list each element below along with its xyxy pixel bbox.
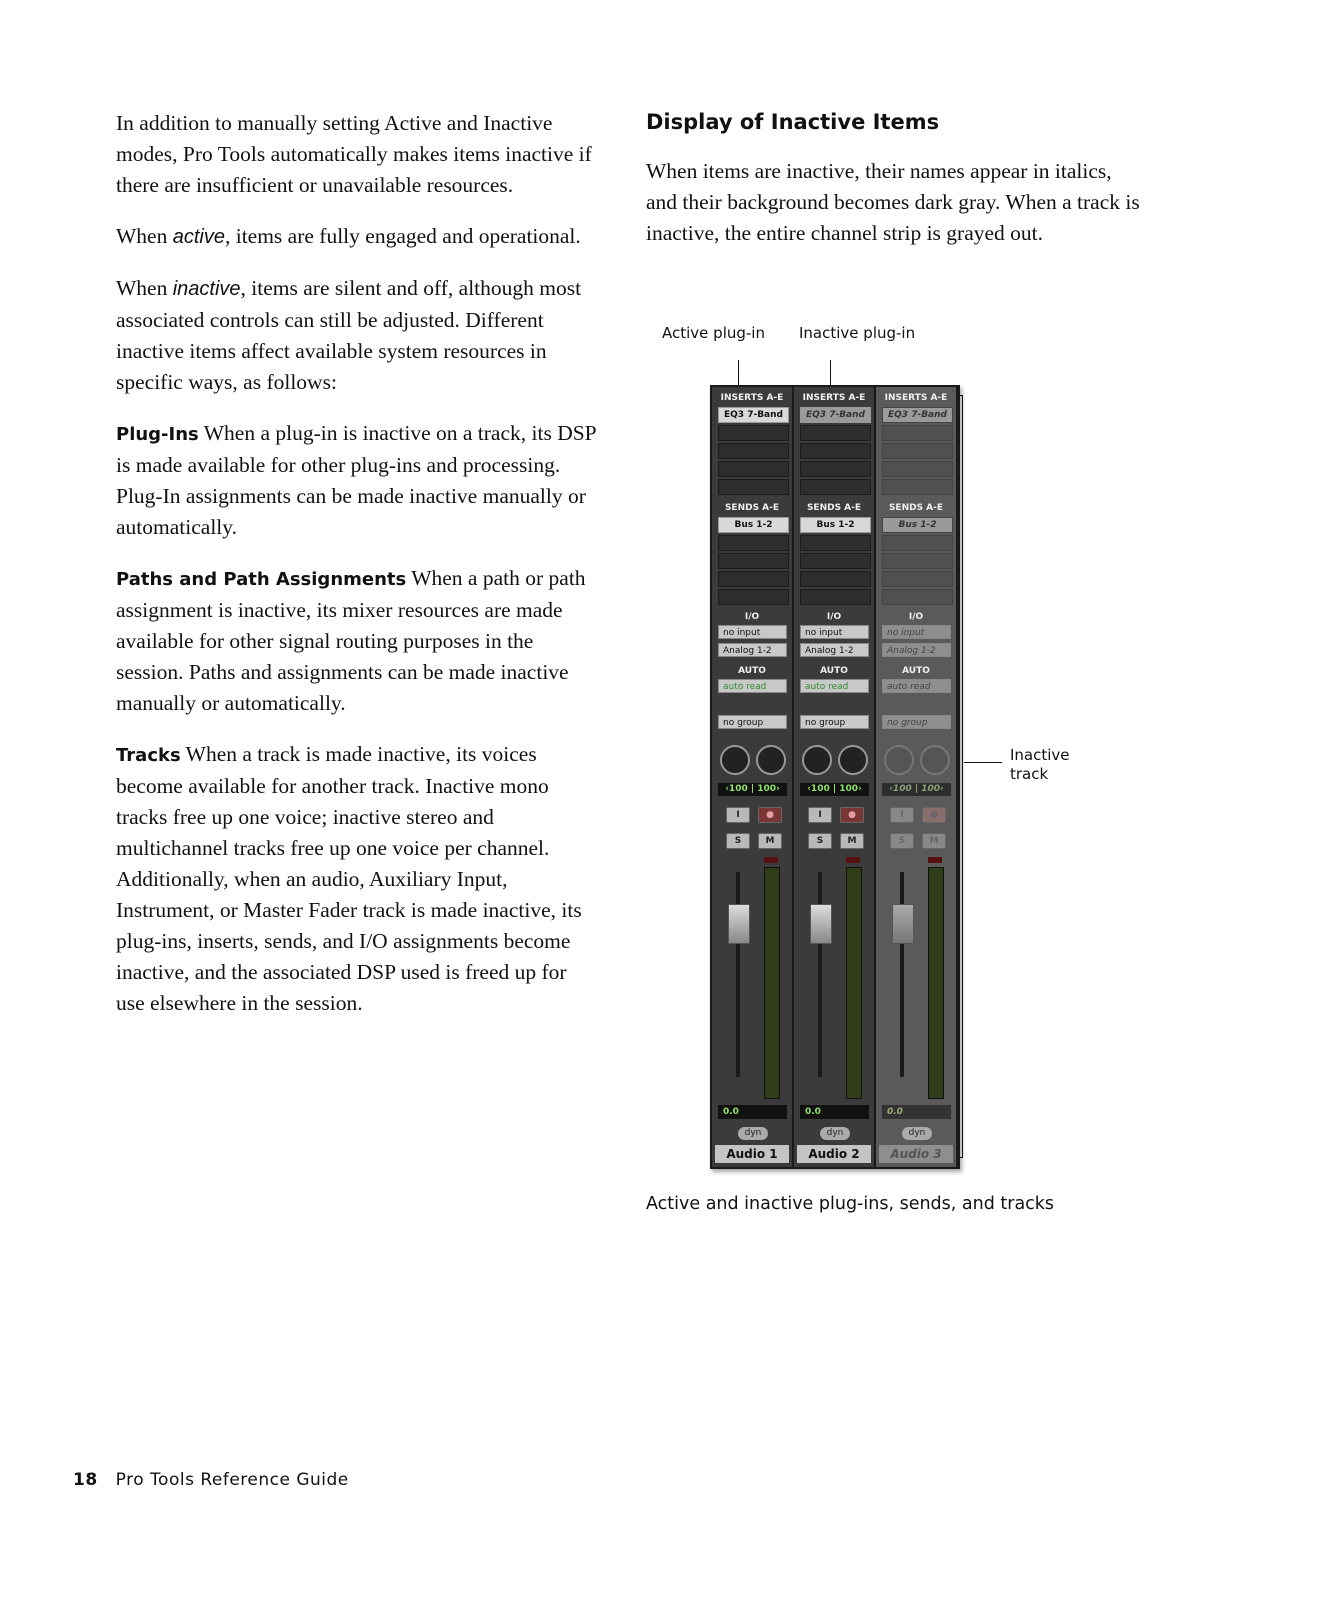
- level-meter: [928, 867, 944, 1099]
- callout-text: track: [1010, 765, 1049, 783]
- solo-button[interactable]: S: [808, 833, 832, 849]
- send-slot-b[interactable]: [882, 535, 953, 551]
- insert-slot-d[interactable]: [800, 461, 871, 477]
- bracket-line: [962, 395, 963, 1157]
- term-plugins: Plug-Ins: [116, 424, 199, 445]
- figure-caption: Active and inactive plug-ins, sends, and tracks: [646, 1194, 1055, 1214]
- automation-selector[interactable]: auto read: [882, 679, 951, 693]
- sends-header: SENDS A-E: [724, 503, 780, 513]
- insert-slot-c[interactable]: [800, 443, 871, 459]
- insert-slot-a-inactive[interactable]: EQ3 7-Band: [800, 407, 871, 423]
- solo-button[interactable]: S: [726, 833, 750, 849]
- inactive-paragraph: [116, 273, 600, 398]
- group-selector[interactable]: no group: [800, 715, 869, 729]
- pan-knob-right[interactable]: [920, 745, 950, 775]
- send-slot-d[interactable]: [800, 571, 871, 587]
- callout-inactive-plugin: Inactive plug-in: [799, 324, 916, 342]
- plugins-paragraph: [116, 418, 600, 543]
- insert-slot-b[interactable]: [718, 425, 789, 441]
- send-slot-b[interactable]: [718, 535, 789, 551]
- sends-header: SENDS A-E: [888, 503, 944, 513]
- term-tracks: Tracks: [116, 745, 181, 766]
- send-slot-d[interactable]: [718, 571, 789, 587]
- text-run: When a track is made inactive, its voices become available for another track. Inactive mono tracks free up one voice; inactive stereo and multichannel tracks free up one voice per channel. Additionally, when an audio, Auxiliary Input, Instrument, or Master Fader track is made inactive, its plug-ins, inserts, sends, and I/O assignments become inactive, and the associated DSP used is freed up for use elsewhere in the session.: [116, 742, 582, 1015]
- pan-knob-right[interactable]: [756, 745, 786, 775]
- input-monitor-button[interactable]: I: [808, 807, 832, 823]
- volume-readout: 0.0: [718, 1105, 787, 1119]
- send-slot-b[interactable]: [800, 535, 871, 551]
- send-slot-c[interactable]: [800, 553, 871, 569]
- track-name[interactable]: Audio 3: [879, 1145, 953, 1163]
- auto-header: AUTO: [820, 666, 848, 676]
- send-slot-e[interactable]: [882, 589, 953, 605]
- emphasis-inactive: inactive: [172, 278, 241, 300]
- emphasis-active: active: [172, 226, 225, 248]
- text-run: When: [116, 276, 173, 300]
- output-selector[interactable]: Analog 1-2: [882, 643, 951, 657]
- left-column: [116, 108, 600, 1039]
- input-selector[interactable]: no input: [882, 625, 951, 639]
- insert-slot-c[interactable]: [718, 443, 789, 459]
- text-run: When a path or path assignment is inactive, its mixer resources are made available for other signal routing purposes in the session. Paths and assignments can be made inactive manually or automatically.: [116, 566, 586, 715]
- send-slot-a[interactable]: Bus 1-2: [718, 517, 789, 533]
- input-monitor-button[interactable]: I: [890, 807, 914, 823]
- dyn-button[interactable]: dyn: [902, 1127, 932, 1140]
- volume-fader[interactable]: [892, 904, 914, 944]
- record-button[interactable]: ●: [758, 807, 782, 823]
- solo-button[interactable]: S: [890, 833, 914, 849]
- dyn-button[interactable]: dyn: [738, 1127, 768, 1140]
- page-number: 18: [73, 1470, 98, 1490]
- pan-readout: ‹100 | 100›: [800, 783, 869, 796]
- track-name[interactable]: Audio 1: [715, 1145, 789, 1163]
- send-slot-e[interactable]: [800, 589, 871, 605]
- automation-selector[interactable]: auto read: [800, 679, 869, 693]
- group-selector[interactable]: no group: [882, 715, 951, 729]
- record-button[interactable]: ●: [840, 807, 864, 823]
- page-footer: [73, 1470, 349, 1490]
- send-slot-d[interactable]: [882, 571, 953, 587]
- inserts-header: INSERTS A-E: [720, 393, 784, 403]
- pan-readout: ‹100 | 100›: [718, 783, 787, 796]
- output-selector[interactable]: Analog 1-2: [718, 643, 787, 657]
- paths-paragraph: [116, 563, 600, 719]
- volume-fader[interactable]: [728, 904, 750, 944]
- insert-slot-b[interactable]: [800, 425, 871, 441]
- auto-header: AUTO: [738, 666, 766, 676]
- pan-right-value: 100›: [839, 784, 862, 794]
- pan-knob-left[interactable]: [884, 745, 914, 775]
- group-selector[interactable]: no group: [718, 715, 787, 729]
- insert-slot-a-inactive[interactable]: EQ3 7-Band: [882, 407, 953, 423]
- pan-right-value: 100›: [757, 784, 780, 794]
- send-slot-c[interactable]: [882, 553, 953, 569]
- sends-header: SENDS A-E: [806, 503, 862, 513]
- text-run: When: [116, 224, 173, 248]
- auto-header: AUTO: [902, 666, 930, 676]
- volume-readout: 0.0: [800, 1105, 869, 1119]
- pan-left-value: ‹100: [889, 784, 912, 794]
- input-selector[interactable]: no input: [718, 625, 787, 639]
- pan-left-value: ‹100: [725, 784, 748, 794]
- callout-line-track: [964, 762, 1002, 763]
- track-name[interactable]: Audio 2: [797, 1145, 871, 1163]
- insert-slot-c[interactable]: [882, 443, 953, 459]
- meter-clip-indicator: [846, 857, 860, 863]
- input-monitor-button[interactable]: I: [726, 807, 750, 823]
- insert-slot-a[interactable]: EQ3 7-Band: [718, 407, 789, 423]
- volume-readout: 0.0: [882, 1105, 951, 1119]
- intro-paragraph: In addition to manually setting Active and Inactive modes, Pro Tools automatically makes items inactive if there are insufficient or unavailable resources.: [116, 111, 592, 197]
- send-slot-a[interactable]: Bus 1-2: [800, 517, 871, 533]
- section-heading: Display of Inactive Items: [646, 110, 940, 134]
- pan-right-value: 100›: [921, 784, 944, 794]
- callout-text: Inactive: [1010, 746, 1070, 764]
- mixer-window: [710, 385, 960, 1169]
- io-header: I/O: [744, 612, 760, 622]
- text-run: When a plug-in is inactive on a track, its DSP is made available for other plug-ins and processing. Plug-In assignments can be made inactive manually or automatically.: [116, 421, 596, 539]
- text-run: , items are fully engaged and operational.: [224, 224, 581, 248]
- callout-inactive-track: [1010, 746, 1070, 784]
- volume-fader[interactable]: [810, 904, 832, 944]
- pan-knob-right[interactable]: [838, 745, 868, 775]
- channel-strip-audio-1: [712, 387, 794, 1167]
- pan-knob-left[interactable]: [802, 745, 832, 775]
- meter-clip-indicator: [928, 857, 942, 863]
- output-selector[interactable]: Analog 1-2: [800, 643, 869, 657]
- mute-button[interactable]: M: [840, 833, 864, 849]
- guide-title: Pro Tools Reference Guide: [115, 1470, 349, 1490]
- io-header: I/O: [826, 612, 842, 622]
- send-slot-e[interactable]: [718, 589, 789, 605]
- level-meter: [846, 867, 862, 1099]
- record-button[interactable]: ●: [922, 807, 946, 823]
- send-slot-c[interactable]: [718, 553, 789, 569]
- insert-slot-e[interactable]: [718, 479, 789, 495]
- active-paragraph: [116, 221, 600, 253]
- level-meter: [764, 867, 780, 1099]
- insert-slot-e[interactable]: [882, 479, 953, 495]
- display-paragraph: When items are inactive, their names appear in italics, and their background becomes dark gray. When a track is inactive, the entire channel strip is grayed out.: [646, 159, 1140, 245]
- insert-slot-e[interactable]: [800, 479, 871, 495]
- channel-strip-audio-3-inactive: [876, 387, 958, 1167]
- send-slot-a-inactive[interactable]: Bus 1-2: [882, 517, 953, 533]
- pan-readout: ‹100 | 100›: [882, 783, 951, 796]
- channel-strip-audio-2: [794, 387, 876, 1167]
- insert-slot-b[interactable]: [882, 425, 953, 441]
- mute-button[interactable]: M: [922, 833, 946, 849]
- inserts-header: INSERTS A-E: [802, 393, 866, 403]
- callout-active-plugin: Active plug-in: [662, 324, 765, 342]
- tracks-paragraph: [116, 739, 600, 1019]
- pan-left-value: ‹100: [807, 784, 830, 794]
- automation-selector[interactable]: auto read: [718, 679, 787, 693]
- io-header: I/O: [908, 612, 924, 622]
- fader-track: [900, 872, 904, 1077]
- input-selector[interactable]: no input: [800, 625, 869, 639]
- insert-slot-d[interactable]: [718, 461, 789, 477]
- dyn-button[interactable]: dyn: [820, 1127, 850, 1140]
- meter-clip-indicator: [764, 857, 778, 863]
- right-column: [646, 108, 1146, 269]
- mute-button[interactable]: M: [758, 833, 782, 849]
- text-run: , items are silent and off, although most associated controls can still be adjusted. Different inactive items affect available system resources in specific ways, as follows:: [116, 276, 582, 394]
- term-paths: Paths and Path Assignments: [116, 569, 407, 590]
- fader-track: [736, 872, 740, 1077]
- insert-slot-d[interactable]: [882, 461, 953, 477]
- fader-track: [818, 872, 822, 1077]
- inserts-header: INSERTS A-E: [884, 393, 948, 403]
- pan-knob-left[interactable]: [720, 745, 750, 775]
